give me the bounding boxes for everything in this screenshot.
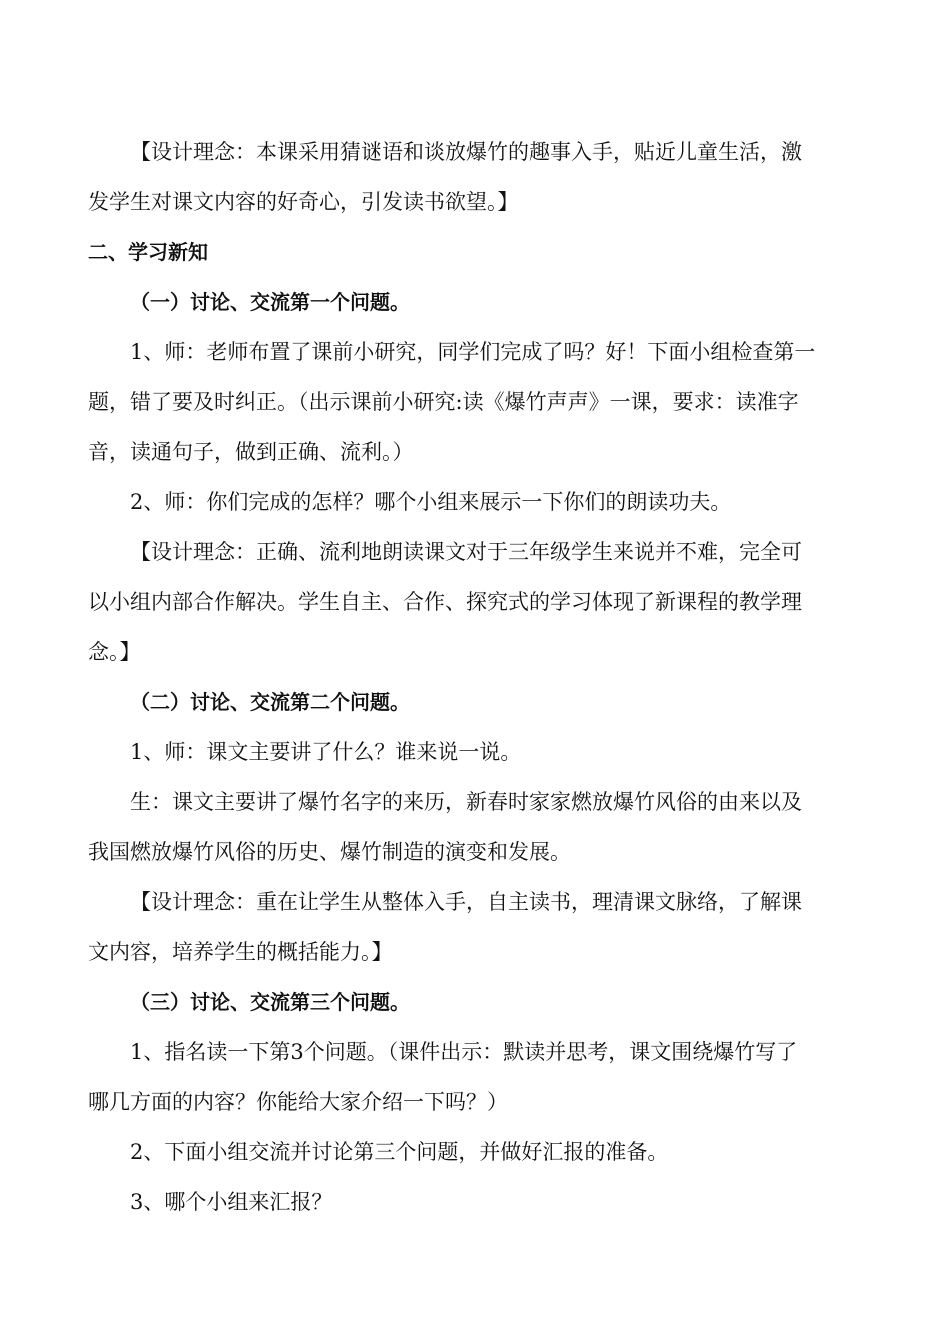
design-note-3-line-1: 【设计理念：重在让学生从整体入手，自主读书，理清课文脉络，了解课 bbox=[130, 890, 802, 914]
section-heading-learn-new: 二、学习新知 bbox=[88, 240, 208, 264]
paragraph-1-line-1: 1、师：老师布置了课前小研究，同学们完成了吗？好！下面小组检查第一 bbox=[130, 340, 816, 364]
design-note-1-line-1: 【设计理念：本课采用猜谜语和谈放爆竹的趣事入手，贴近儿童生活，激 bbox=[130, 140, 802, 164]
paragraph-2-line-1: 2、师：你们完成的怎样？哪个小组来展示一下你们的朗读功夫。 bbox=[130, 490, 732, 514]
paragraph-6-line-1: 2、下面小组交流并讨论第三个问题，并做好汇报的准备。 bbox=[130, 1140, 669, 1164]
paragraph-3-line-1: 1、师：课文主要讲了什么？谁来说一说。 bbox=[130, 740, 522, 764]
subheading-question-1: （一）讨论、交流第一个问题。 bbox=[130, 290, 410, 314]
design-note-2-line-1: 【设计理念：正确、流利地朗读课文对于三年级学生来说并不难，完全可 bbox=[130, 540, 802, 564]
design-note-3-line-2: 文内容，培养学生的概括能力。】 bbox=[88, 940, 393, 964]
paragraph-4-line-1: 生：课文主要讲了爆竹名字的来历，新春时家家燃放爆竹风俗的由来以及 bbox=[130, 790, 802, 814]
design-note-2-line-3: 念。】 bbox=[88, 640, 141, 664]
paragraph-4-line-2: 我国燃放爆竹风俗的历史、爆竹制造的演变和发展。 bbox=[88, 840, 571, 864]
paragraph-5-line-2: 哪几方面的内容？你能给大家介绍一下吗？） bbox=[88, 1090, 508, 1114]
paragraph-7-line-1: 3、哪个小组来汇报？ bbox=[130, 1190, 333, 1214]
subheading-question-3: （三）讨论、交流第三个问题。 bbox=[130, 990, 410, 1014]
design-note-1-line-2: 发学生对课文内容的好奇心，引发读书欲望。】 bbox=[88, 190, 519, 214]
paragraph-5-line-1: 1、指名读一下第3个问题。（课件出示：默读并思考，课文围绕爆竹写了 bbox=[130, 1040, 798, 1064]
design-note-2-line-2: 以小组内部合作解决。学生自主、合作、探究式的学习体现了新课程的教学理 bbox=[88, 590, 802, 614]
subheading-question-2: （二）讨论、交流第二个问题。 bbox=[130, 690, 410, 714]
paragraph-1-line-2: 题，错了要及时纠正。（出示课前小研究:读《爆竹声声》一课，要求：读准字 bbox=[88, 390, 799, 414]
paragraph-1-line-3: 音，读通句子，做到正确、流利。） bbox=[88, 440, 414, 464]
